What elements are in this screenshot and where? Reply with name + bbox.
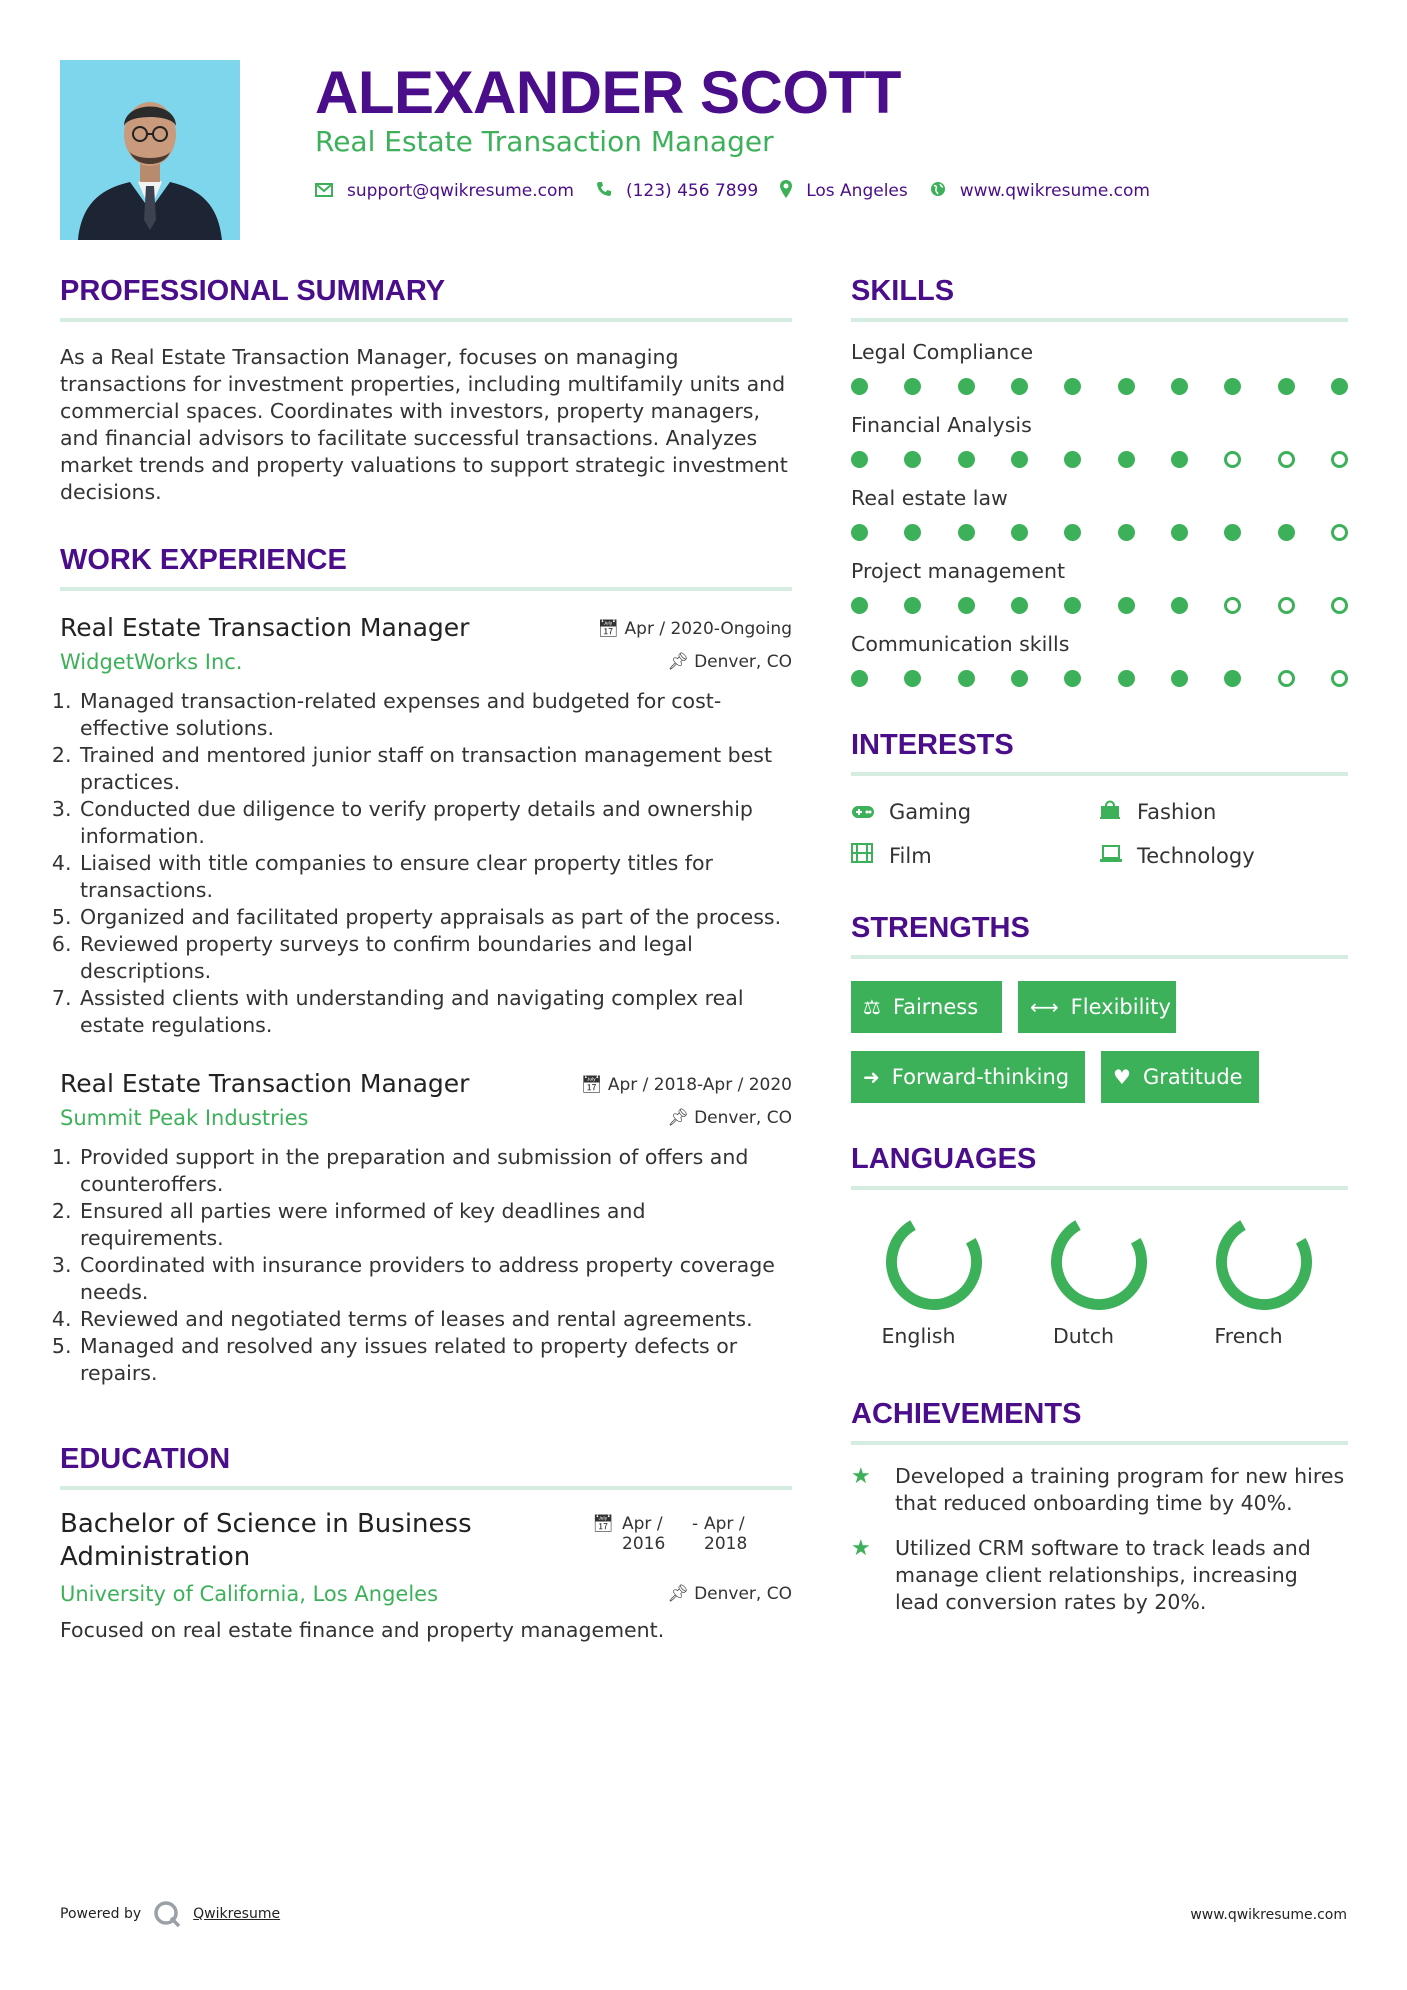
skill-rating <box>851 451 1348 468</box>
candidate-title: Real Estate Transaction Manager <box>315 125 774 158</box>
balance-scale-icon: ⚖︎ <box>863 995 881 1019</box>
language-ring-arc <box>1216 1214 1312 1310</box>
contact-location: Los Angeles <box>806 181 908 201</box>
trophy-star-icon: ★ <box>851 1464 871 1489</box>
rating-dot-filled <box>851 524 868 541</box>
candidate-name: ALEXANDER SCOTT <box>315 59 901 126</box>
job-entry <box>60 613 792 1039</box>
achievement-item: ★ Utilized CRM software to track leads and manage client relationships, increasing lead conversion rates by 20%. <box>851 1536 1311 1614</box>
list-item: 6. Reviewed property surveys to confirm boundaries and legal descriptions. <box>78 931 792 985</box>
rating-dot-filled <box>851 378 868 395</box>
phone-icon <box>596 181 612 201</box>
globe-icon <box>930 181 946 201</box>
pushpin-icon: 📌︎ <box>667 1108 689 1128</box>
job-title: Real Estate Transaction Manager <box>60 613 470 642</box>
achievement-item: ★ Developed a training program for new hires that reduced onboarding time by 40%. <box>851 1464 1345 1515</box>
contact-website[interactable]: www.qwikresume.com <box>959 181 1150 201</box>
rating-dot-filled <box>904 597 921 614</box>
list-item: 2. Ensured all parties were informed of key deadlines and requirements. <box>78 1198 792 1252</box>
shopping-bag-icon <box>1099 798 1137 825</box>
pushpin-icon: 📌︎ <box>667 652 689 672</box>
rating-dot-empty <box>1331 597 1348 614</box>
languages-heading: LANGUAGES <box>851 1143 1348 1190</box>
rating-dot-filled <box>904 524 921 541</box>
rating-dot-filled <box>1011 670 1028 687</box>
skill-item <box>851 632 1348 687</box>
list-item: 4. Reviewed and negotiated terms of leases and rental agreements. <box>78 1306 792 1333</box>
skill-rating <box>851 597 1348 614</box>
job-title: Real Estate Transaction Manager <box>60 1069 470 1098</box>
rating-dot-filled <box>1064 524 1081 541</box>
envelope-icon <box>315 182 333 201</box>
language-item <box>1016 1214 1181 1348</box>
job-company: WidgetWorks Inc. <box>60 650 243 674</box>
skill-name: Financial Analysis <box>851 413 1032 437</box>
job-date: 📅︎ Apr / 2020-Ongoing <box>597 619 792 639</box>
rating-dot-filled <box>1278 524 1295 541</box>
right-column <box>851 275 1348 1616</box>
gamepad-icon <box>851 800 889 824</box>
rating-dot-filled <box>1224 670 1241 687</box>
language-ring-arc <box>886 1214 982 1310</box>
list-item: 4. Liaised with title companies to ensure clear property titles for transactions. <box>78 850 792 904</box>
language-ring-arc <box>1051 1214 1147 1310</box>
interests-heading: INTERESTS <box>851 729 1348 776</box>
person-portrait-icon <box>60 60 240 240</box>
skill-name: Project management <box>851 559 1065 583</box>
contact-bar <box>315 180 1172 202</box>
rating-dot-filled <box>851 451 868 468</box>
rating-dot-filled <box>1171 378 1188 395</box>
strength-badge: ➜ Forward-thinking <box>851 1051 1085 1103</box>
list-item: 1. Managed transaction-related expenses and budgeted for cost-effective solutions. <box>78 688 792 742</box>
rating-dot-empty <box>1224 597 1241 614</box>
language-ring <box>886 1214 982 1310</box>
job-duties <box>60 1144 792 1387</box>
rating-dot-filled <box>1064 451 1081 468</box>
strengths-heading: STRENGTHS <box>851 912 1348 959</box>
rating-dot-filled <box>1118 670 1135 687</box>
calendar-icon: 📅︎ <box>580 1075 603 1095</box>
education-heading: EDUCATION <box>60 1443 792 1490</box>
rating-dot-empty <box>1278 597 1295 614</box>
language-item <box>1181 1214 1346 1348</box>
education-location: 📌︎ Denver, CO <box>667 1584 792 1604</box>
rating-dot-filled <box>904 378 921 395</box>
laptop-icon <box>1099 844 1137 868</box>
skill-rating <box>851 378 1348 395</box>
film-icon <box>851 843 889 868</box>
strength-badge: ♥ Gratitude <box>1101 1051 1259 1103</box>
education-note: Focused on real estate finance and property management. <box>60 1618 665 1642</box>
language-name: English <box>881 1324 956 1348</box>
skills-list <box>851 340 1348 687</box>
skill-item <box>851 486 1348 541</box>
rating-dot-filled <box>1171 597 1188 614</box>
achievements-heading: ACHIEVEMENTS <box>851 1398 1348 1445</box>
rating-dot-empty <box>1331 451 1348 468</box>
language-name: Dutch <box>1052 1324 1115 1348</box>
interest-item: Technology <box>1099 843 1347 868</box>
education-end: Apr / 2018 <box>704 1514 748 1554</box>
rating-dot-filled <box>904 451 921 468</box>
rating-dot-filled <box>958 670 975 687</box>
rating-dot-filled <box>1064 670 1081 687</box>
rating-dot-filled <box>958 524 975 541</box>
rating-dot-filled <box>1331 378 1348 395</box>
rating-dot-filled <box>1118 524 1135 541</box>
footer-brand-link[interactable]: Qwikresume <box>193 1906 281 1922</box>
skill-item <box>851 413 1348 468</box>
rating-dot-empty <box>1224 451 1241 468</box>
rating-dot-filled <box>1118 451 1135 468</box>
rating-dot-filled <box>904 670 921 687</box>
interests-list <box>851 798 1348 868</box>
rating-dot-filled <box>1171 451 1188 468</box>
qwikresume-logo-icon <box>153 1900 181 1928</box>
rating-dot-empty <box>1331 670 1348 687</box>
list-item: 1. Provided support in the preparation and submission of offers and counteroffers. <box>78 1144 792 1198</box>
job-duties <box>60 688 792 1039</box>
list-item: 3. Conducted due diligence to verify property details and ownership information. <box>78 796 792 850</box>
interest-item: Fashion <box>1099 798 1347 825</box>
skill-name: Communication skills <box>851 632 1070 656</box>
skill-rating <box>851 524 1348 541</box>
strengths-list <box>851 981 1348 1103</box>
rating-dot-empty <box>1331 524 1348 541</box>
rating-dot-filled <box>1011 378 1028 395</box>
rating-dot-filled <box>1011 524 1028 541</box>
rating-dot-filled <box>1064 378 1081 395</box>
rating-dot-filled <box>1118 597 1135 614</box>
list-item: 5. Managed and resolved any issues related to property defects or repairs. <box>78 1333 792 1387</box>
pushpin-icon: 📌︎ <box>667 1584 689 1604</box>
rating-dot-filled <box>1224 524 1241 541</box>
list-item: 5. Organized and facilitated property appraisals as part of the process. <box>78 904 792 931</box>
skill-rating <box>851 670 1348 687</box>
job-date: 📅︎ Apr / 2018-Apr / 2020 <box>580 1075 792 1095</box>
footer-site-link[interactable]: www.qwikresume.com <box>1190 1907 1347 1923</box>
list-item: 2. Trained and mentored junior staff on transaction management best practices. <box>78 742 792 796</box>
rating-dot-filled <box>958 597 975 614</box>
interest-item: Gaming <box>851 798 1099 825</box>
trophy-star-icon: ★ <box>851 1536 871 1561</box>
skill-name: Real estate law <box>851 486 1008 510</box>
footer-powered: Powered by Qwikresume <box>60 1900 280 1928</box>
skills-heading: SKILLS <box>851 275 1348 322</box>
calendar-icon: 📅︎ <box>592 1514 614 1534</box>
arrows-horizontal-icon: ⟷ <box>1030 995 1059 1019</box>
experience-heading: WORK EXPERIENCE <box>60 544 792 591</box>
education-degree: Bachelor of Science in Business Administration <box>60 1509 472 1572</box>
contact-phone[interactable]: (123) 456 7899 <box>625 181 759 201</box>
list-item: 3. Coordinated with insurance providers to address property coverage needs. <box>78 1252 792 1306</box>
skill-item <box>851 559 1348 614</box>
language-ring <box>1216 1214 1312 1310</box>
rating-dot-filled <box>1171 670 1188 687</box>
job-location: 📌︎ Denver, CO <box>667 652 792 672</box>
interest-item: Film <box>851 843 1099 868</box>
rating-dot-filled <box>1171 524 1188 541</box>
job-entry <box>60 1069 792 1387</box>
rating-dot-filled <box>958 378 975 395</box>
rating-dot-filled <box>1011 451 1028 468</box>
rating-dot-filled <box>1064 597 1081 614</box>
rating-dot-filled <box>851 670 868 687</box>
map-pin-icon <box>780 180 792 202</box>
skill-item <box>851 340 1348 395</box>
rating-dot-filled <box>1224 378 1241 395</box>
rating-dot-empty <box>1278 451 1295 468</box>
arrow-right-icon: ➜ <box>863 1065 880 1089</box>
summary-heading: PROFESSIONAL SUMMARY <box>60 275 792 322</box>
education-school: University of California, Los Angeles <box>60 1582 439 1606</box>
rating-dot-filled <box>1011 597 1028 614</box>
education-dates: 📅︎ Apr / 2016 - Apr / 2018 <box>592 1514 764 1574</box>
skill-name: Legal Compliance <box>851 340 1034 364</box>
languages-list <box>851 1214 1348 1348</box>
rating-dot-empty <box>1278 670 1295 687</box>
contact-email[interactable]: support@qwikresume.com <box>347 181 574 201</box>
achievements-list <box>851 1463 1348 1616</box>
strength-badge: ⟷ Flexibility <box>1018 981 1176 1033</box>
calendar-icon: 📅︎ <box>597 619 620 639</box>
list-item: 7. Assisted clients with understanding and navigating complex real estate regulations. <box>78 985 792 1039</box>
strength-badge: ⚖︎ Fairness <box>851 981 1002 1033</box>
language-item <box>851 1214 1016 1348</box>
language-ring <box>1051 1214 1147 1310</box>
education-entry <box>60 1508 792 1574</box>
rating-dot-filled <box>1278 378 1295 395</box>
rating-dot-filled <box>958 451 975 468</box>
education-start: Apr / 2016 <box>622 1514 666 1554</box>
rating-dot-filled <box>1118 378 1135 395</box>
profile-photo <box>60 60 240 240</box>
job-company: Summit Peak Industries <box>60 1106 309 1130</box>
job-location: 📌︎ Denver, CO <box>667 1108 792 1128</box>
left-column <box>60 275 792 1642</box>
heart-icon: ♥ <box>1113 1065 1131 1089</box>
rating-dot-filled <box>851 597 868 614</box>
language-name: French <box>1214 1324 1283 1348</box>
summary-text: As a Real Estate Transaction Manager, focuses on managing transactions for investment properties, including multifamily units and commercial spaces. Coordinates with investors, property managers, and financial advisors to facilitate successful transactions. Analyzes market trends and property valuations to support strategic investment decisions. <box>60 345 788 504</box>
